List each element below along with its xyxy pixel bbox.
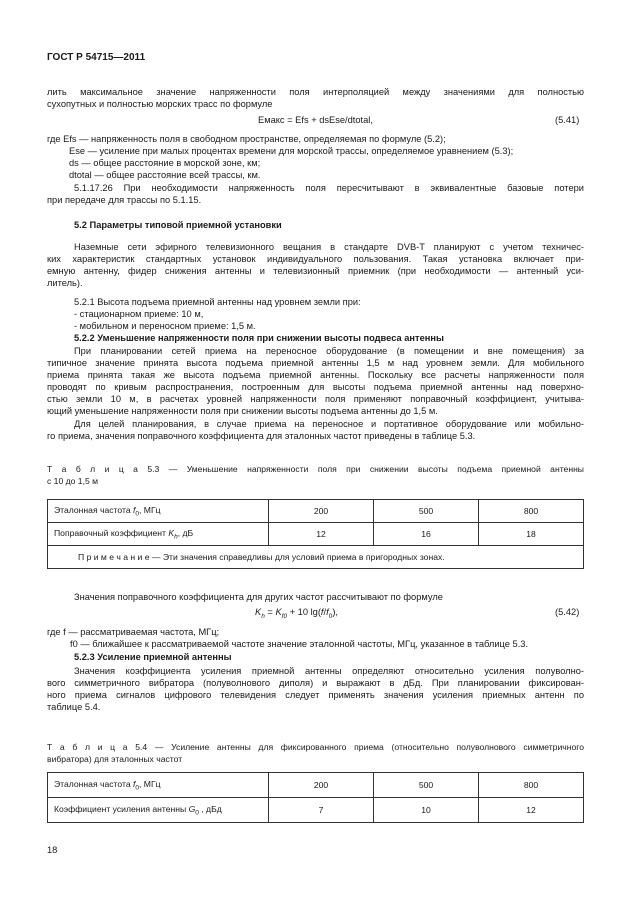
section-title: 5.2 Параметры типовой приемной установки: [74, 220, 282, 230]
where-line: dtotal — общее расстояние всей трассы, км.: [69, 170, 261, 180]
table-row: [48, 523, 584, 546]
where-line: где Efs — напряженность поля в свободном пространстве, определяемая по формуле (5.2);: [47, 134, 446, 144]
paragraph-line: типичное значение принята высота подъема приемной антенны 1,5 м над уровнем земли. Для мобильного: [47, 358, 584, 368]
paragraph-line: 5.1.17.26 При необходимости напряженность поля пересчитывают в эквивалентные базовые потери: [74, 183, 584, 193]
table-cell: 12: [479, 798, 584, 823]
paragraph-line: ющий уменьшение напряженности поля при снижении высоты подъема антенны до 1,5 м.: [47, 406, 438, 416]
paragraph-line: ного приема сигналов цифрового телевидения следует применять значения усиления приемных антенн по: [47, 690, 584, 700]
table-caption: Т а б л и ц а 5.3 — Уменьшение напряженности поля при снижении высоты подъема приемной антенны: [47, 464, 584, 474]
paragraph-line: приема принята такая же высота подъема приемной антенны. Поскольку все расчеты напряженности поля: [47, 370, 584, 380]
paragraph-line: При планировании сетей приема на переносное оборудование (в помещении и вне помещения) за: [74, 346, 584, 356]
formula-5-41: Eмакс = Efs + dsEse/dtotal,: [258, 115, 373, 125]
where-line: где f — рассматриваемая частота, МГц;: [47, 627, 220, 637]
document-header: ГОСТ Р 54715—2011: [47, 52, 146, 63]
table-cell: 200: [269, 773, 374, 798]
paragraph-line: емную антенну, фидер снижения антенны и телевизионный приемник (при необходимости — антенный уси-: [47, 266, 584, 276]
table-cell: 16: [374, 523, 479, 546]
section-title: 5.2.2 Уменьшение напряженности поля при снижении высоты подвеса антенны: [74, 333, 444, 343]
table-cell: Поправочный коэффициент $K_h$, дБ: [48, 523, 269, 546]
paragraph-line: го приема, значения поправочного коэффициента для эталонных частот приведены в таблице 5.3.: [47, 431, 476, 441]
formula-number: (5.41): [555, 115, 580, 125]
table-cell: Эталонная частота $f_0$, МГц: [48, 773, 269, 798]
paragraph-line: Значения коэффициента усиления приемной антенны определяют относительно усиления полуволно-: [74, 666, 584, 676]
paragraph-line: 5.2.1 Высота подъема приемной антенны над уровнем земли при:: [74, 297, 361, 307]
paragraph-line: Значения поправочного коэффициента для других частот рассчитывают по формуле: [74, 592, 443, 602]
where-line: ds — общее расстояние в морской зоне, км;: [69, 158, 261, 168]
table-caption: с 10 до 1,5 м: [47, 476, 99, 486]
paragraph-line: литель).: [47, 278, 83, 288]
table-cell: Эталонная частота $f_0$, МГц: [48, 500, 269, 523]
table-cell: 12: [269, 523, 374, 546]
paragraph-line: вого симметричного вибратора (полуволнового диполя) и выражают в дБд. При планировании фиксирован-: [47, 678, 584, 688]
table-row: [48, 773, 584, 798]
formula-number: (5.42): [555, 607, 580, 617]
paragraph-line: сухопутных и полностью морских трасс по формуле: [47, 99, 273, 109]
table-5-4: [47, 772, 584, 823]
section-title: 5.2.3 Усиление приемной антенны: [74, 652, 232, 662]
paragraph-line: проводят по кривым распространения, построенным для высоты подъема приемной антенны над поверхно-: [47, 382, 584, 392]
list-item: - мобильном и переносном приеме: 1,5 м.: [74, 321, 256, 331]
table-row: [48, 500, 584, 523]
where-line: f0 — ближайшее к рассматриваемой частоте значение эталонной частоты, МГц, указанное в таблице 5.3.: [70, 639, 529, 649]
table-cell: 500: [374, 500, 479, 523]
formula-5-42: $K_h = K_{f0} + 10$ $\lg(f/f_0)$,: [255, 607, 339, 620]
paragraph-line: Наземные сети эфирного телевизионного вещания в стандарте DVB-T планируют с учетом техничес-: [74, 242, 584, 252]
where-line: Ese — усиление при малых процентах времени для морской трассы, определяемое уравнением (5.3);: [69, 146, 514, 156]
table-cell: 10: [374, 798, 479, 823]
table-cell: 7: [269, 798, 374, 823]
paragraph-line: лить максимальное значение напряженности поля интерполяцией между значениями для полностью: [47, 87, 584, 97]
paragraph-line: при передаче для трассы по 5.1.15.: [47, 195, 202, 205]
paragraph-line: стью земли 10 м, в расчетах уровней напряженности поля применяют поправочный коэффициент, учитыва-: [47, 394, 584, 404]
table-cell: 800: [479, 773, 584, 798]
table-cell: 18: [479, 523, 584, 546]
table-caption: Т а б л и ц а 5.4 — Усиление антенны для фиксированного приема (относительно полуволнового симметричного: [47, 742, 584, 752]
paragraph-line: таблице 5.4.: [47, 702, 101, 712]
table-cell: Коэффициент усиления антенны $G_0$ , дБд: [48, 798, 269, 823]
table-cell: 500: [374, 773, 479, 798]
table-row: [48, 546, 584, 569]
table-cell: 800: [479, 500, 584, 523]
table-cell: 200: [269, 500, 374, 523]
paragraph-line: Для целей планирования, в случае приема на переносное и портативное оборудование или мобильно-: [74, 419, 584, 429]
table-note: П р и м е ч а н и е — Эти значения справедливы для условий приема в пригородных зонах.: [48, 546, 584, 569]
paragraph-line: ких характеристик стандартных установок индивидуального пользования. Такая установка включает при-: [47, 254, 584, 264]
table-caption: вибратора) для эталонных частот: [47, 754, 183, 764]
page-number: 18: [47, 845, 58, 855]
list-item: - стационарном приеме: 10 м,: [74, 309, 204, 319]
table-row: [48, 798, 584, 823]
table-5-3: [47, 499, 584, 569]
